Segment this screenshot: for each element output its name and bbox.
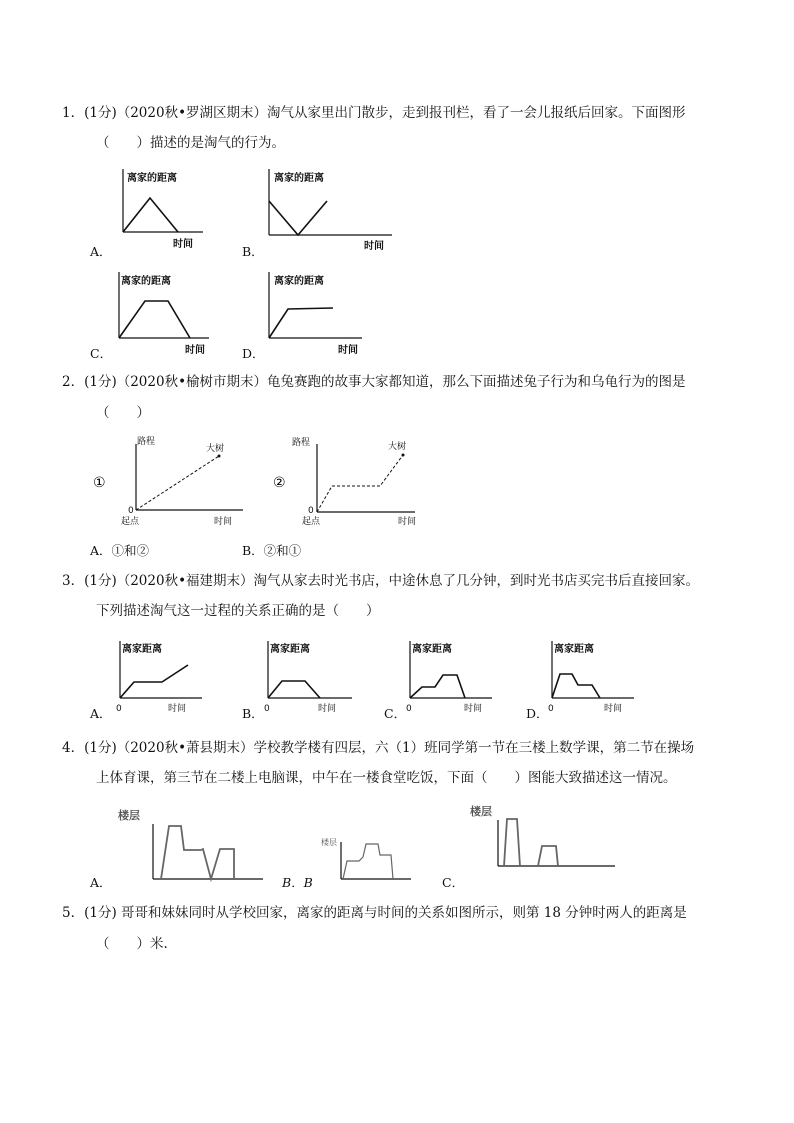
y-axis-label: 离家的距离 [274, 173, 324, 184]
q4-graph-b [315, 828, 415, 886]
graph-mark-2: ② [273, 475, 286, 491]
tortoise-line [136, 456, 219, 510]
q3-graph-d [544, 637, 644, 719]
x-axis-label: 时间 [318, 704, 337, 714]
origin-label: 0 [308, 506, 314, 516]
q2-stem-line2: （ ） [96, 405, 150, 421]
q1-option-d[interactable]: D． [242, 346, 265, 361]
x-axis-label: 时间 [338, 345, 358, 356]
origin-label: 0 [406, 704, 412, 714]
data-line [269, 201, 327, 235]
data-line [120, 665, 188, 698]
y-axis-label: 离家距离 [412, 644, 452, 655]
q3-graph-b [260, 637, 360, 719]
q3-stem-line1: 3．(1分)（2020秋•福建期末）淘气从家去时光书店，中途休息了几分钟，到时光书店买完书后直接回家。 [62, 573, 700, 589]
origin-label: 0 [116, 704, 122, 714]
y-axis-label: 离家的距离 [127, 173, 177, 184]
start-label: 起点 [121, 517, 140, 527]
q1-graph-d [258, 268, 370, 360]
start-label: 起点 [302, 517, 321, 527]
q3-graph-c [402, 637, 502, 719]
q4-graph-a [118, 802, 268, 884]
data-line [410, 675, 465, 698]
x-axis-label: 时间 [168, 704, 187, 714]
x-axis-label: 时间 [464, 704, 483, 714]
q1-graph-b [252, 165, 397, 255]
y-axis-label: 离家距离 [554, 644, 594, 655]
y-axis-label: 离家距离 [122, 644, 162, 655]
q3-option-d[interactable]: D． [526, 706, 549, 721]
q2-option-b[interactable]: B．②和① [242, 543, 302, 558]
data-line [504, 819, 520, 866]
x-axis-label: 时间 [173, 239, 193, 250]
data-line [552, 674, 600, 698]
data-line [343, 844, 393, 879]
q4-stem-line2: 上体育课，第三节在二楼上电脑课，中午在一楼食堂吃饭，下面（ ）图能大致描述这一情况。 [96, 770, 677, 786]
y-axis-label: 离家的距离 [121, 276, 171, 287]
data-line [161, 826, 234, 879]
end-point [218, 455, 221, 458]
q1-option-a[interactable]: A． [90, 244, 112, 259]
origin-label: 0 [128, 506, 134, 516]
q2-graph-1 [88, 432, 248, 532]
q3-option-a[interactable]: A． [90, 706, 112, 721]
q4-option-c[interactable]: C． [442, 875, 465, 890]
data-line [268, 681, 320, 698]
q1-graph-a [105, 165, 210, 255]
y-axis-label: 楼层 [118, 809, 140, 822]
x-axis-label: 时间 [604, 704, 623, 714]
q2-graph-2 [270, 432, 430, 532]
q4-graph-c [470, 802, 620, 874]
q1-option-c[interactable]: C． [90, 346, 113, 361]
y-axis-label: 离家距离 [270, 644, 310, 655]
q4-option-a[interactable]: A． [90, 875, 112, 890]
q1-graph-c [105, 268, 215, 360]
q3-option-c[interactable]: C． [384, 706, 407, 721]
q3-option-b[interactable]: B． [242, 706, 264, 721]
origin-label: 0 [548, 704, 554, 714]
y-axis-label: 路程 [137, 437, 156, 447]
data-line-2 [538, 846, 558, 866]
q5-stem-line2: （ ）米. [96, 936, 168, 952]
origin-label: 0 [264, 704, 270, 714]
q1-stem-line2: （ ）描述的是淘气的行为。 [96, 135, 285, 151]
data-line [123, 198, 178, 232]
x-axis-label: 时间 [398, 517, 417, 527]
data-line [269, 308, 333, 338]
y-axis-label: 路程 [292, 438, 311, 448]
y-axis-label: 楼层 [470, 805, 492, 818]
x-axis-label: 时间 [364, 241, 384, 252]
end-label: 大树 [206, 444, 225, 454]
data-line [119, 301, 190, 338]
graph-mark-1: ① [93, 475, 106, 491]
q4-stem-line1: 4．(1分)（2020秋•萧县期末）学校教学楼有四层，六（1）班同学第一节在三楼上数学课，第二节在操场 [62, 740, 695, 756]
end-label: 大树 [388, 442, 407, 452]
q1-stem-line1: 1．(1分)（2020秋•罗湖区期末）淘气从家里出门散步，走到报刊栏，看了一会儿报纸后回家。下面图形 [62, 105, 686, 121]
x-axis-label: 时间 [185, 345, 205, 356]
q2-option-a[interactable]: A．①和② [90, 543, 150, 558]
q2-stem-line1: 2．(1分)（2020秋•榆树市期末）龟兔赛跑的故事大家都知道，那么下面描述兔子行为和乌龟行为的图是 [62, 374, 686, 390]
x-axis-label: 时间 [214, 517, 233, 527]
q4-option-b[interactable]: B．B [282, 875, 313, 890]
q5-stem-line1: 5．(1分) 哥哥和妹妹同时从学校回家，离家的距离与时间的关系如图所示，则第 18 分钟时两人的距离是 [62, 905, 687, 921]
q3-stem-line2: 下列描述淘气这一过程的关系正确的是（ ） [96, 603, 380, 619]
y-axis-label: 离家的距离 [274, 276, 324, 287]
q1-option-b[interactable]: B． [242, 244, 264, 259]
y-axis-label: 楼层 [321, 838, 337, 847]
q3-graph-a [112, 637, 207, 719]
hare-line [317, 455, 403, 512]
end-point [402, 454, 405, 457]
